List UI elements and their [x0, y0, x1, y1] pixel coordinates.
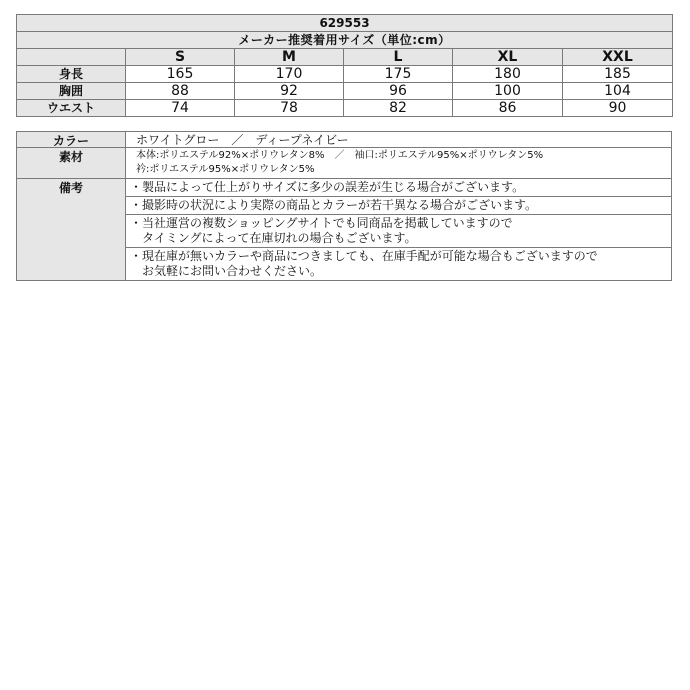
table-cell: 185	[563, 66, 673, 83]
row-label-waist: ウエスト	[17, 100, 126, 117]
note-line: ・製品によって仕上がりサイズに多少の誤差が生じる場合がございます。	[130, 180, 525, 194]
table-cell: 74	[126, 100, 235, 117]
table-cell: 82	[344, 100, 453, 117]
note-line: ・現在庫が無いカラーや商品につきましても、在庫手配が可能な場合もございますので	[130, 249, 598, 263]
corner-cell	[17, 49, 126, 66]
table-cell: 100	[453, 83, 563, 100]
table-cell: 170	[235, 66, 344, 83]
note-line: お気軽にお問い合わせください。	[130, 264, 323, 278]
table-cell: 180	[453, 66, 563, 83]
note-line: タイミングによって在庫切れの場合もございます。	[130, 231, 417, 245]
note-item	[126, 248, 672, 281]
size-header: XXL	[563, 49, 673, 66]
table-cell: 86	[453, 100, 563, 117]
table-cell: 165	[126, 66, 235, 83]
size-header: L	[344, 49, 453, 66]
table-row	[17, 179, 672, 197]
note-item	[126, 179, 672, 197]
table-row	[17, 148, 672, 179]
material-line: 衿:ポリエステル95%×ポリウレタン5%	[136, 164, 315, 175]
row-label-height: 身長	[17, 66, 126, 83]
size-table-subtitle: メーカー推奨着用サイズ（単位:cm）	[17, 32, 673, 49]
table-cell: 78	[235, 100, 344, 117]
table-row	[17, 66, 673, 83]
note-item	[126, 215, 672, 248]
table-cell: 92	[235, 83, 344, 100]
product-code: 629553	[17, 15, 673, 32]
notes-label: 備考	[17, 179, 126, 281]
note-item	[126, 197, 672, 215]
size-table	[16, 14, 673, 117]
table-row	[17, 100, 673, 117]
table-row	[17, 83, 673, 100]
row-label-chest: 胸囲	[17, 83, 126, 100]
material-label: 素材	[17, 148, 126, 179]
material-line: 本体:ポリエステル92%×ポリウレタン8% ／ 袖口:ポリエステル95%×ポリウレタン5%	[136, 150, 544, 161]
size-header: M	[235, 49, 344, 66]
table-cell: 96	[344, 83, 453, 100]
note-line: ・当社運営の複数ショッピングサイトでも同商品を掲載していますので	[130, 216, 513, 230]
table-cell: 175	[344, 66, 453, 83]
material-value	[126, 148, 672, 179]
table-cell: 88	[126, 83, 235, 100]
size-header: XL	[453, 49, 563, 66]
color-label: カラー	[17, 132, 126, 148]
table-row	[17, 132, 672, 148]
size-header: S	[126, 49, 235, 66]
table-cell: 104	[563, 83, 673, 100]
note-line: ・撮影時の状況により実際の商品とカラーが若干異なる場合がございます。	[130, 198, 538, 212]
table-cell: 90	[563, 100, 673, 117]
spec-table	[16, 131, 672, 281]
color-value: ホワイトグロー ／ ディープネイビー	[126, 132, 672, 148]
